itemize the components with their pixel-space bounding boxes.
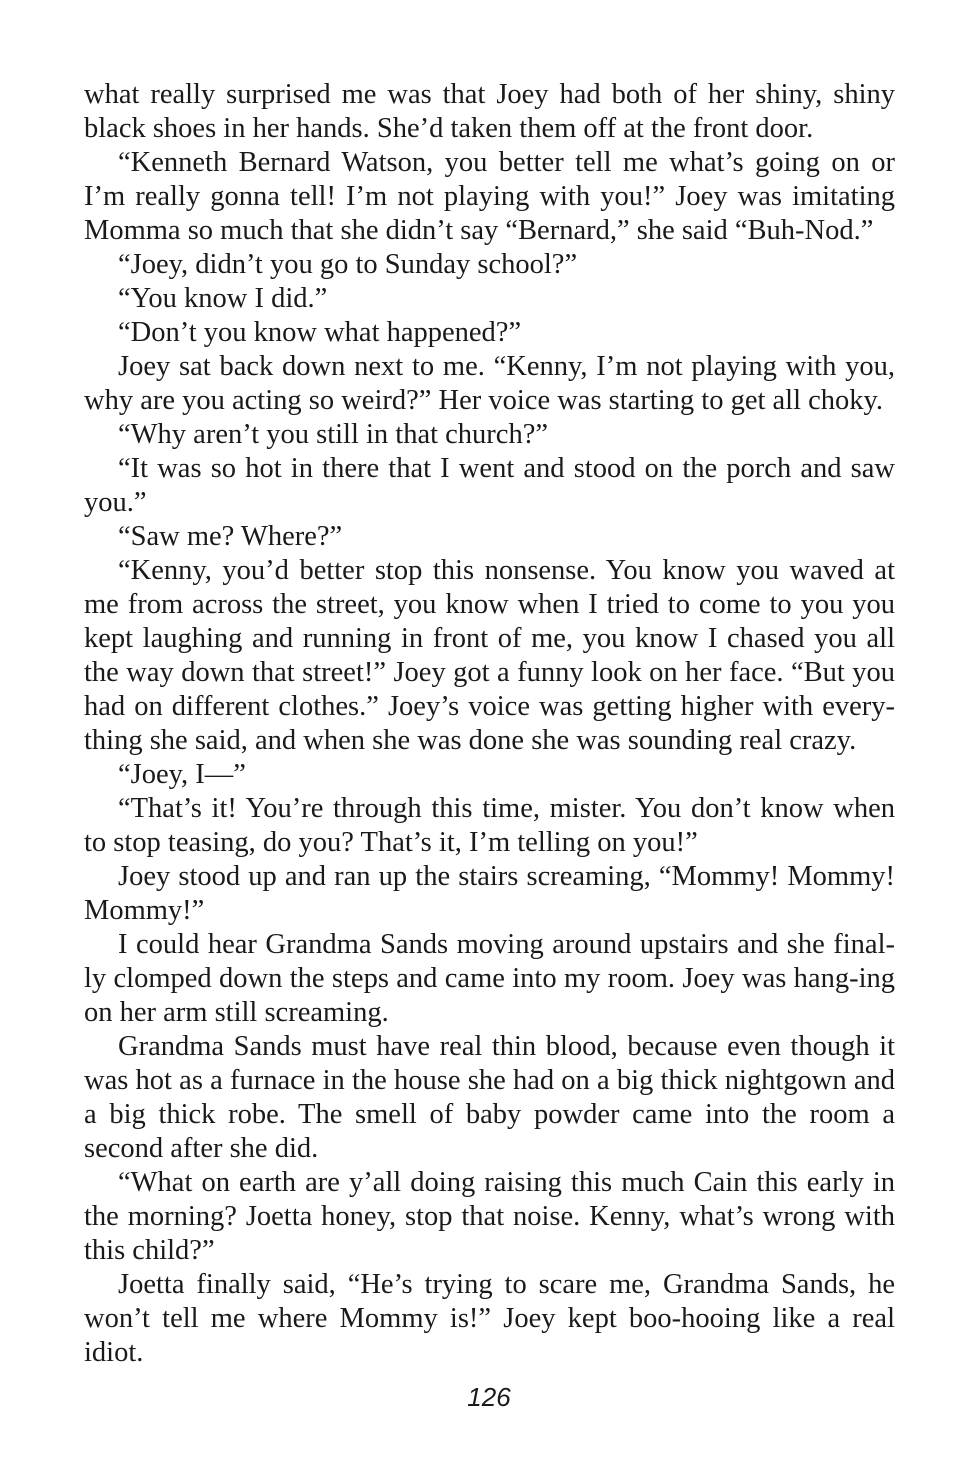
paragraph: “Don’t you know what happened?” [118,317,522,348]
paragraph: Joetta finally said, “He’s trying to scare me, Grandma Sands, he won’t tell me where Mommy is!” Joey kept boo-hooing like a real idiot. [84,1269,895,1368]
paragraph: “It was so hot in there that I went and stood on the porch and saw you.” [84,453,895,518]
paragraph: Grandma Sands must have real thin blood, because even though it was hot as a furnace in the house she had on a big thick nightgown and a big thick robe. The smell of baby powder came into the room a second after she did. [84,1031,895,1164]
paragraph: “What on earth are y’all doing raising this much Cain this early in the morning? Joetta honey, stop that noise. Kenny, what’s wrong with this child?” [84,1167,895,1266]
paragraph: “Joey, I—” [118,759,246,790]
paragraph: “You know I did.” [118,283,328,314]
paragraph: “Saw me? Where?” [118,521,343,552]
paragraph-continuation: what really surprised me was that Joey had both of her shiny, shiny black shoes in her hands. She’d taken them off at the front door. [84,79,895,144]
paragraph: Joey stood up and ran up the stairs screaming, “Mommy! Mommy! Mommy!” [84,861,895,926]
paragraph: “Kenny, you’d better stop this nonsense. You know you waved at me from across the street, you know when I tried to come to you you kept laughing and running in front of me, you know I chased you all the way down that street!” Joey got a funny look on her face. “But you had on different clothes.” Joey’s voice was getting higher with every-thing she said, and when she was done she was sounding real crazy. [84,555,895,756]
paragraph: “That’s it! You’re through this time, mister. You don’t know when to stop teasing, do you? That’s it, I’m telling on you!” [84,793,895,858]
paragraph: “Kenneth Bernard Watson, you better tell me what’s going on or I’m really gonna tell! I’m not playing with you!” Joey was imitating Momma so much that she didn’t say “Bernard,” she said “Buh-Nod.” [84,147,895,246]
paragraph: Joey sat back down next to me. “Kenny, I’m not playing with you, why are you acting so weird?” Her voice was starting to get all choky. [84,351,895,416]
paragraph: “Why aren’t you still in that church?” [118,419,548,450]
book-page-text [84,78,895,1370]
page-number: 126 [467,1382,511,1412]
paragraph: “Joey, didn’t you go to Sunday school?” [118,249,578,280]
paragraph: I could hear Grandma Sands moving around upstairs and she final-ly clomped down the steps and came into my room. Joey was hang-ing on her arm still screaming. [84,929,895,1028]
